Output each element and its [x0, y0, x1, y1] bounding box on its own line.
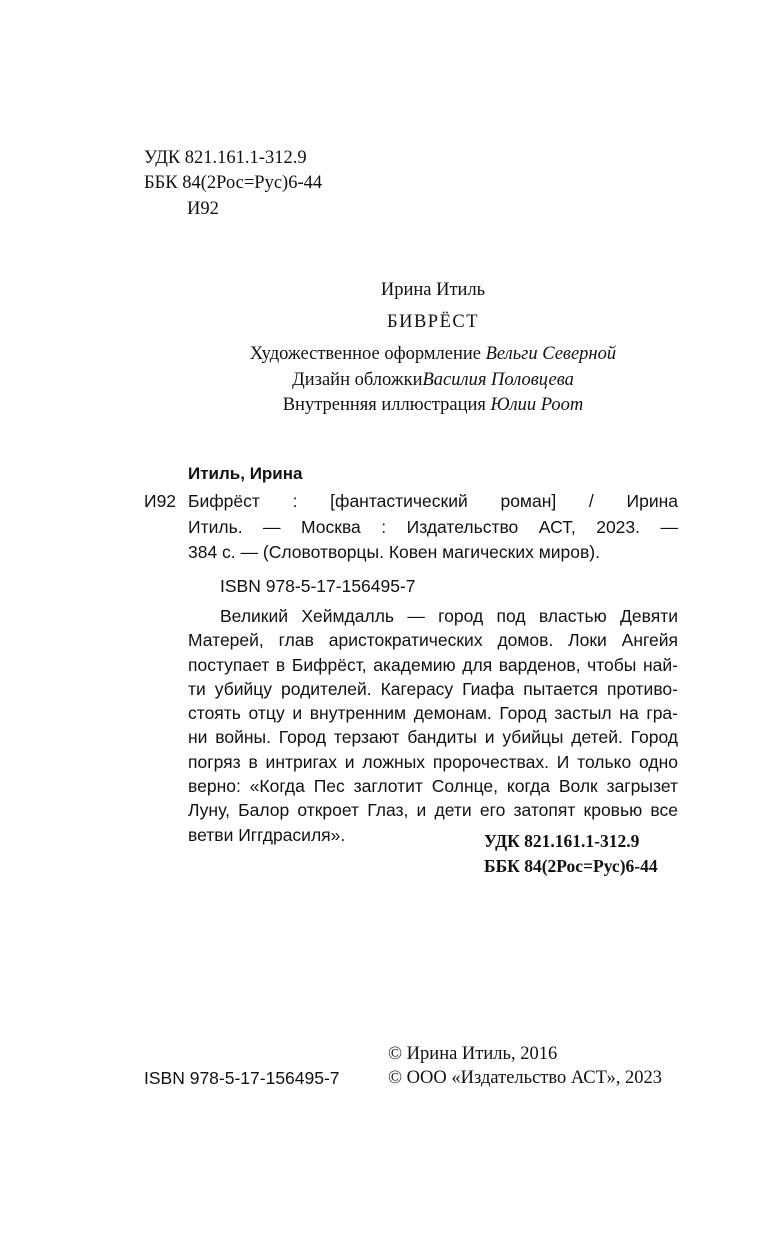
footer-isbn: ISBN 978-5-17-156495-7	[144, 1068, 340, 1088]
annotation-line: поступает в Бифрёст, академию для варденов, чтобы най-	[188, 654, 678, 675]
record-index: И92	[144, 491, 177, 511]
description-line: Бифрёст : [фантастический роман] / Ирина	[188, 491, 678, 511]
credit-role: Внутренняя иллюстрация	[282, 395, 491, 415]
annotation-line: верно: «Когда Пес заглотит Солнце, когда Волк загрызет	[188, 776, 678, 797]
author-name: Ирина Итиль	[380, 280, 486, 300]
annotation-line: ти убийцу родителей. Кагерасу Гиафа пытается противо-	[188, 678, 678, 699]
record-description	[188, 489, 678, 566]
credit-name: Вельги Северной	[485, 344, 617, 364]
credit-illustration	[180, 393, 686, 417]
annotation-line: Великий Хеймдалль — город под властью Девяти	[220, 606, 678, 626]
description-line: 384 с. — (Словотворцы. Ковен магических миров).	[188, 542, 600, 562]
annotation	[188, 604, 678, 847]
annotation-line: ветви Иггдрасиля».	[188, 824, 346, 845]
annotation-line: погряз в интригах и ложных пророчествах. И только одно	[188, 751, 678, 772]
annotation-line: Луну, Балор откроет Глаз, и дети его затопят кровью все	[188, 800, 678, 821]
record-udk: УДК 821.161.1-312.9	[484, 831, 640, 851]
udk-code: УДК 821.161.1-312.9	[144, 148, 307, 168]
credit-name: Василия Половцева	[422, 370, 574, 390]
book-title: БИВРЁСТ	[386, 312, 480, 332]
credit-name: Юлии Роот	[490, 395, 584, 415]
bbk-code: ББК 84(2Рос=Рус)6-44	[144, 173, 323, 193]
annotation-line: Матерей, глав аристократических домов. Локи Ангейя	[188, 630, 678, 651]
record-heading: Итиль, Ирина	[188, 464, 303, 483]
credit-art-design	[180, 342, 686, 366]
description-line: Итиль. — Москва : Издательство АСТ, 2023. —	[188, 516, 678, 537]
record-isbn: ISBN 978-5-17-156495-7	[220, 576, 416, 596]
annotation-line: ни войны. Город терзают бандиты и убийцы детей. Город	[188, 727, 678, 748]
author-index: И92	[187, 199, 219, 219]
copyright-author: © Ирина Итиль, 2016	[388, 1044, 558, 1064]
record-bbk: ББК 84(2Рос=Рус)6-44	[484, 856, 658, 876]
credit-role: Художественное оформление	[249, 344, 486, 364]
credit-cover-design	[180, 368, 686, 392]
annotation-line: стоять отцу и внутренним демонам. Город застыл на гра-	[188, 703, 678, 724]
copyright-publisher: © ООО «Издательство АСТ», 2023	[388, 1068, 662, 1088]
credit-role: Дизайн обложки	[292, 370, 423, 390]
